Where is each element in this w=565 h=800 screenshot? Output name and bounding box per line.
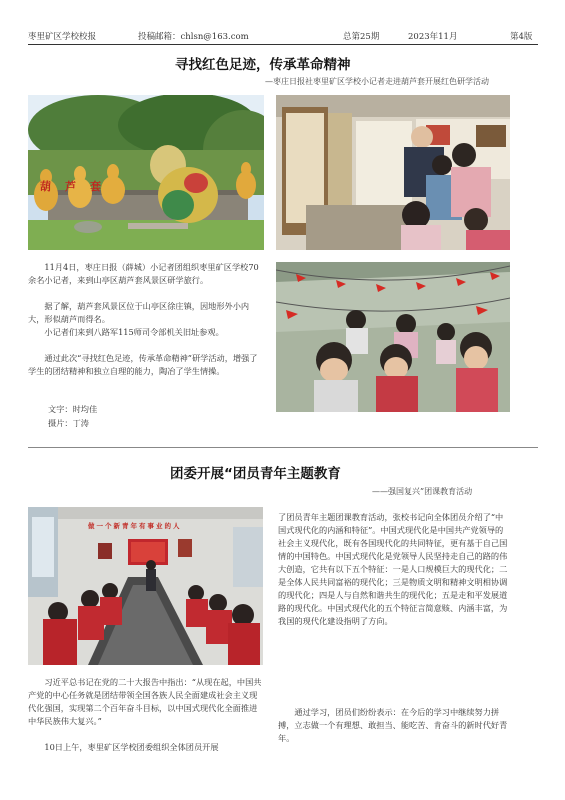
article2-title: 团委开展“团员青年主题教育: [170, 466, 341, 482]
classroom-banner-text: 做一个新青年有事业的人: [88, 522, 182, 530]
article1-photographer: 摄片：丁涛: [48, 418, 89, 428]
issue-date: 2023年11月: [408, 32, 458, 42]
photo-exhibition-hall: [276, 95, 510, 250]
article1-author: 文字：时均佳: [48, 404, 98, 414]
submission-email: 投稿邮箱：chlsn@163.com: [138, 32, 249, 42]
article2-subtitle: ——强国复兴”团课教育活动: [372, 487, 473, 496]
newspaper-header: [28, 30, 538, 44]
header-rule: [28, 44, 538, 45]
school-name: 枣里矿区学校校报: [28, 32, 97, 42]
article1-subtitle: —枣庄日报社枣里矿区学校小记者走进葫芦套开展红色研学活动: [265, 77, 489, 86]
edition-number: 第4版: [510, 32, 533, 42]
issue-number: 总第25期: [343, 32, 380, 42]
article2-right-paragraph-2: 通过学习，团员们纷纷表示：在今后的学习中继续努力拼搏，立志做一个有理想、敢担当、能吃苦、肯奋斗的新时代好青年。: [278, 707, 508, 743]
scenic-sign-text: 葫芦套: [40, 180, 115, 193]
article2-left-paragraph-2: 10日上午，枣里矿区学校团委组织全体团员开展: [44, 742, 219, 752]
photo-classroom-session: [28, 507, 263, 665]
article1-paragraph-2: 据了解，葫芦套风景区位于山亭区徐庄镇，因地形外小内大，形似葫芦而得名。: [28, 301, 250, 324]
article1-title: 寻找红色足迹，传承革命精神: [175, 57, 351, 73]
article1-paragraph-3: 小记者们来到八路军115师司令部机关旧址参观。: [44, 327, 224, 337]
photo-bridge-flags: [276, 262, 510, 412]
article2-left-paragraph-1: 习近平总书记在党的二十大报告中指出：“从现在起，中国共产党的中心任务就是团结带领全国各族人民全面建成社会主义现代化强国，实现第二个百年奋斗目标，以中国式现代化全面推进中华民族伟大复兴。”: [28, 677, 262, 726]
article2-right-paragraph-1: 了团员青年主题团课教育活动，张校书记向全体团员介绍了“中国式现代化的内涵和特征”。中国式现代化是中国共产党领导的社会主义现代化，既有各国现代化的共同特征，更有基于自己国情的中国特色。中国式现代化是党领导人民坚持走自己的路的伟大创造，它共有以下五个特征：一是人口规模巨大的现代化；二是全体人民共同富裕的现代化；三是物质文明和精神文明相协调的现代化；四是人与自然和谐共生的现代化；五是走和平发展道路的现代化。中国式现代化的五个特征言简意赅、内涵丰富，为我国的现代化建设指明了方向。: [278, 512, 508, 626]
article1-paragraph-4: 通过此次“寻找红色足迹，传承革命精神”研学活动，增强了学生的团结精神和独立自理的能力，陶冶了学生情操。: [28, 353, 258, 376]
section-divider: [28, 447, 538, 448]
article1-paragraph-1: 11月4日，枣庄日报（薛城）小记者团组织枣里矿区学校70余名小记者，来到山亭区葫芦套风景区研学旅行。: [28, 262, 259, 285]
photo-gourd-sculptures: [28, 95, 264, 250]
